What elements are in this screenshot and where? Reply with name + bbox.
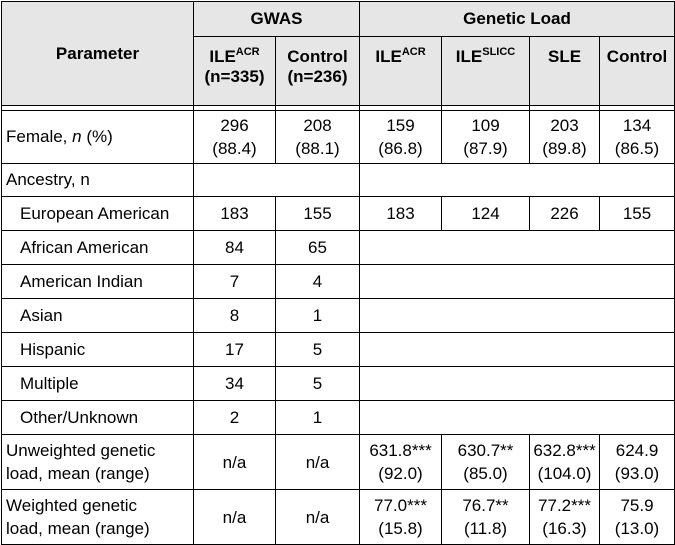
empty-cell [360,231,675,265]
value-cell [360,435,442,490]
value-cell [530,111,600,164]
value-sub: (88.4) [212,139,257,158]
header-col-0 [194,37,276,106]
value-sub: (93.0) [614,464,660,483]
header-parameter [2,2,194,106]
table-row [2,401,675,435]
value-sub: (86.8) [378,139,423,158]
header-col-main: ILE [209,47,236,66]
header-parameter-label: Parameter [55,43,140,63]
value-cell [600,435,675,490]
empty-cell [360,299,675,333]
value-cell [600,490,675,545]
header-col-title [442,47,529,67]
value-main: n/a [222,507,247,527]
row-label-pre: Female, [6,127,73,146]
value-cell: 183 [194,197,276,231]
header-col-n: (n=236) [287,67,348,86]
header-col-n: (n=335) [204,67,265,86]
row-label-line2: load, mean (range) [6,464,150,483]
value-cell [276,111,360,164]
row-label-post: (%) [81,127,113,146]
value-main: 75.9 [620,496,654,515]
value-sub: (88.1) [295,139,340,158]
table-row [2,197,675,231]
value-sub: (87.9) [463,139,508,158]
table-row [2,299,675,333]
row-label-ancestry: Ancestry, n [2,164,194,197]
value-cell [194,490,276,545]
row-label-ancestry-group: Hispanic [2,333,194,367]
row-label-line1: Unweighted genetic [6,441,156,460]
row-label-ancestry-group: European American [2,197,194,231]
value-cell [442,111,530,164]
value-cell: 8 [194,299,276,333]
row-label-ancestry-group: American Indian [2,265,194,299]
empty-cell [360,333,675,367]
value-cell: 4 [276,265,360,299]
value-sub: (92.0) [378,464,423,483]
value-cell [194,111,276,164]
header-genetic-load [360,2,675,37]
value-main: 630.7** [457,441,514,460]
value-sub: (11.8) [463,519,508,538]
value-main: 624.9 [615,441,659,460]
value-sub: (89.8) [542,139,587,158]
table-row-weighted [2,490,675,545]
row-label-line1: Weighted genetic [6,496,138,515]
value-main: 203 [550,116,579,135]
value-main: 77.2*** [538,496,591,515]
empty-cell [194,164,360,197]
value-cell [276,435,360,490]
value-main: n/a [305,452,330,472]
value-cell: 155 [600,197,675,231]
value-main: 631.8*** [369,441,432,460]
value-cell: 183 [360,197,442,231]
header-col-3 [442,37,530,106]
value-main: 77.0*** [374,496,427,515]
row-label-female [2,111,194,164]
header-col-sup: ACR [401,46,426,58]
value-sub: (16.3) [542,519,587,538]
row-label-weighted [2,490,194,545]
value-cell: 1 [276,299,360,333]
header-gwas [194,2,360,37]
table-row [2,367,675,401]
row-label-ancestry-group: Other/Unknown [2,401,194,435]
value-cell: 84 [194,231,276,265]
value-cell: 5 [276,367,360,401]
value-cell: 2 [194,401,276,435]
header-row-groups [2,2,675,37]
value-cell [600,111,675,164]
header-col-title [530,47,599,67]
value-sub: (13.0) [614,519,660,538]
header-genetic-load-label: Genetic Load [463,9,571,28]
value-cell: 5 [276,333,360,367]
table-row-unweighted [2,435,675,490]
value-main: 632.8*** [533,441,596,460]
header-col-2 [360,37,442,106]
header-col-title [194,47,275,67]
header-col-main: Control [287,47,348,66]
empty-cell [360,265,675,299]
value-main: 76.7** [462,496,509,515]
header-col-main: SLE [547,47,582,66]
value-main: 159 [386,116,415,135]
value-cell [530,435,600,490]
data-table [1,1,675,545]
header-col-4 [530,37,600,106]
row-label-n: n [72,127,82,146]
header-col-main: Control [606,47,668,66]
empty-cell [360,401,675,435]
value-sub: (85.0) [463,464,508,483]
value-cell: 1 [276,401,360,435]
value-cell: 17 [194,333,276,367]
value-cell: 7 [194,265,276,299]
value-sub: (15.8) [378,519,423,538]
value-cell [442,490,530,545]
value-main: n/a [305,507,330,527]
empty-cell [360,164,675,197]
header-col-title [360,47,441,67]
value-cell [360,490,442,545]
value-cell [194,435,276,490]
header-col-main: ILE [455,47,483,66]
value-sub: (86.5) [614,139,660,158]
header-col-main: ILE [375,47,402,66]
value-cell: 34 [194,367,276,401]
table-row-ancestry [2,164,675,197]
value-main: 208 [303,116,332,135]
header-col-title [600,47,674,67]
value-main: 296 [220,116,249,135]
header-col-1 [276,37,360,106]
header-col-sup: SLICC [482,46,516,58]
header-col-title [276,47,359,67]
value-cell: 155 [276,197,360,231]
header-col-5 [600,37,675,106]
table-row [2,333,675,367]
row-label-line2: load, mean (range) [6,519,150,538]
header-col-sup: ACR [235,46,260,58]
value-main: n/a [222,452,247,472]
empty-cell [360,367,675,401]
row-label-ancestry-group: Asian [2,299,194,333]
value-cell [442,435,530,490]
row-label-ancestry-group: African American [2,231,194,265]
table-row [2,265,675,299]
header-gwas-label: GWAS [250,9,303,28]
row-label-ancestry-group: Multiple [2,367,194,401]
value-cell: 124 [442,197,530,231]
table-row [2,231,675,265]
value-cell [276,490,360,545]
value-cell [530,490,600,545]
value-sub: (104.0) [537,464,592,483]
value-cell: 226 [530,197,600,231]
value-cell: 65 [276,231,360,265]
table-body [2,2,675,545]
value-main: 109 [471,116,500,135]
row-label-unweighted [2,435,194,490]
value-cell [360,111,442,164]
value-main: 134 [622,116,652,135]
table-row-female [2,111,675,164]
